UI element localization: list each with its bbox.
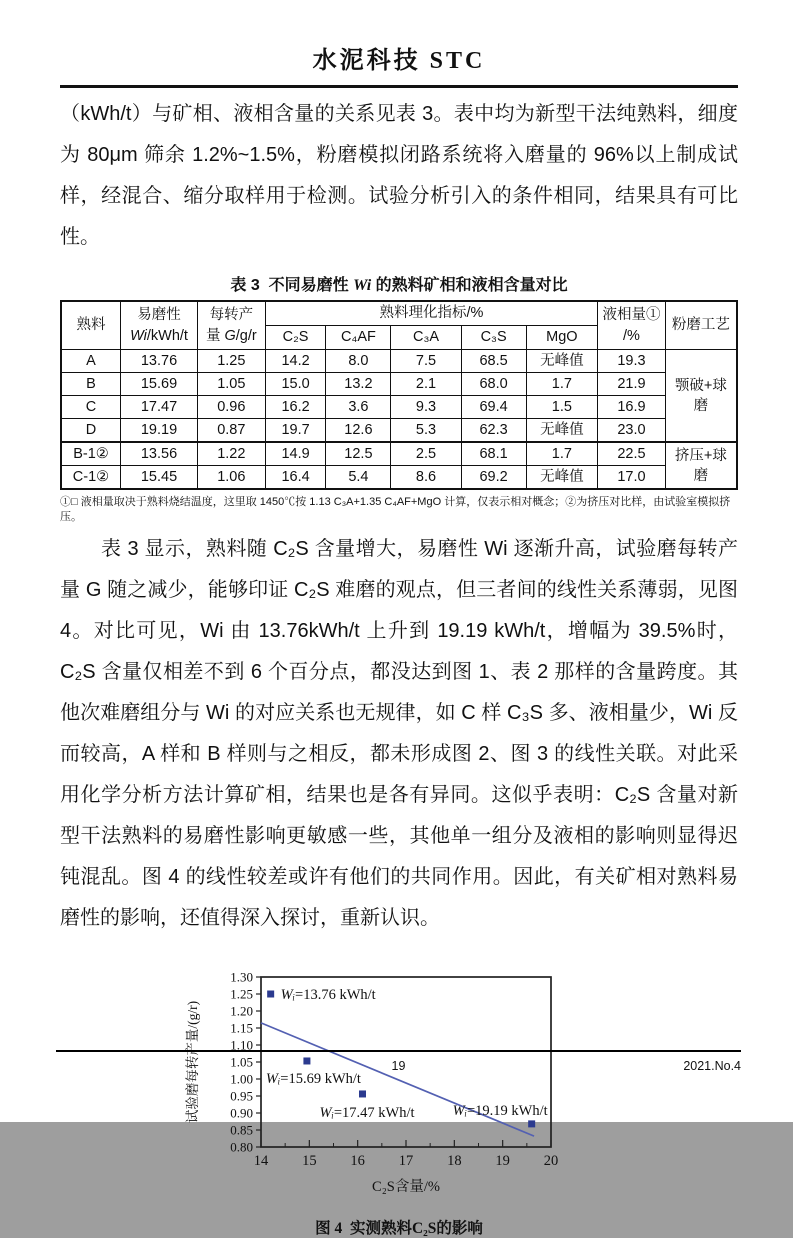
table-row bbox=[61, 419, 737, 443]
table-3-title bbox=[60, 272, 738, 295]
table-body bbox=[61, 350, 737, 490]
table-cell: 8.6 bbox=[391, 466, 461, 490]
y-tick-label: 1.05 bbox=[230, 1054, 253, 1070]
y-tick-label: 0.85 bbox=[230, 1122, 253, 1138]
table-cell: 14.9 bbox=[265, 442, 326, 466]
table-cell: 无峰值 bbox=[526, 350, 598, 373]
col-header-yield bbox=[198, 301, 266, 350]
x-tick-label: 17 bbox=[398, 1153, 414, 1169]
col-header-physchem: 熟料理化指标/% bbox=[265, 301, 598, 326]
table-cell: 17.47 bbox=[120, 396, 197, 419]
table-cell: 0.87 bbox=[198, 419, 266, 443]
clinker-table bbox=[60, 300, 738, 490]
grindability-line1: 易磨性 bbox=[137, 306, 181, 323]
col-header-liquid bbox=[598, 301, 666, 350]
table-cell: 16.4 bbox=[265, 466, 326, 490]
table-cell: 15.0 bbox=[265, 373, 326, 396]
table-cell: C bbox=[61, 396, 120, 419]
page-number: 19 bbox=[391, 1059, 406, 1073]
table-cell: 13.2 bbox=[326, 373, 391, 396]
col-header-grindability bbox=[120, 301, 197, 350]
figure-caption-text: 实测熟料C₂S的影响 bbox=[349, 1220, 483, 1237]
table-row bbox=[61, 350, 737, 373]
table-row bbox=[61, 373, 737, 396]
y-tick-label: 1.30 bbox=[230, 969, 253, 985]
table-cell: 13.76 bbox=[120, 350, 197, 373]
grindability-wi: Wi bbox=[130, 327, 147, 344]
table-cell: 7.5 bbox=[391, 350, 461, 373]
y-tick-label: 1.25 bbox=[230, 986, 253, 1002]
table-cell: 16.9 bbox=[598, 396, 666, 419]
liquid-line1: 液相量① bbox=[602, 306, 661, 323]
yield-unit: /g/r bbox=[235, 327, 257, 344]
x-axis-label: C₂S含量/% bbox=[372, 1179, 440, 1195]
table-cell: 21.9 bbox=[598, 373, 666, 396]
table-cell: 无峰值 bbox=[526, 419, 598, 443]
table-cell: 0.96 bbox=[198, 396, 266, 419]
data-point-label: Wᵢ=17.47 kWh/t bbox=[319, 1104, 415, 1121]
data-point-label: Wᵢ=13.76 kWh/t bbox=[280, 987, 376, 1003]
col-header-mineral: MgO bbox=[526, 326, 598, 350]
data-point bbox=[359, 1090, 366, 1097]
issue-number: 2021.No.4 bbox=[683, 1059, 741, 1073]
table-cell: 14.2 bbox=[265, 350, 326, 373]
table-cell: 3.6 bbox=[326, 396, 391, 419]
table-cell: 12.5 bbox=[326, 442, 391, 466]
paragraph-2: 表 3 显示，熟料随 C₂S 含量增大，易磨性 Wi 逐渐升高，试验磨每转产量 G 随之减少，能够印证 C₂S 难磨的观点，但三者间的线性关系薄弱，见图 4。对比可见，Wi 由 13.76kWh/t 上升到 19.19 kWh/t，增幅为 39.5%时，C₂S 含量仅相差不到 6 个百分点，都没达到图 1、表 2 那样的含量跨度。其他次难磨组分与 Wi 的对应关系也无规律，如 C 样 C₃S 多、液相量少，Wi 反而较高，A 样和 B 样则与之相反，都未形成图 2、图 3 的线性关联。对此采用化学分析方法计算矿相，结果也是各有异同。这似乎表明：C₂S 含量对新型干法熟料的易磨性影响更敏感一些，其他单一组分及液相的影响则显得迟钝混乱。图 4 的线性较差或许有他们的共同作用。因此，有关矿相对熟料易磨性的影响，还值得深入探讨，重新认识。 bbox=[60, 538, 738, 929]
data-point bbox=[267, 991, 274, 998]
process-cell: 颚破+球磨 bbox=[665, 350, 737, 443]
process-cell: 挤压+球磨 bbox=[665, 442, 737, 489]
header-divider bbox=[60, 85, 738, 88]
col-header-mineral: C₃A bbox=[391, 326, 461, 350]
x-tick-label: 19 bbox=[495, 1153, 510, 1169]
table-cell: 62.3 bbox=[461, 419, 526, 443]
table-cell: 无峰值 bbox=[526, 466, 598, 490]
table-cell: 69.4 bbox=[461, 396, 526, 419]
col-header-process: 粉磨工艺 bbox=[665, 301, 737, 350]
table-title-a: 不同易磨性 bbox=[268, 277, 354, 294]
yield-g: G bbox=[224, 327, 236, 344]
table-cell: 17.0 bbox=[598, 466, 666, 490]
table-cell: 1.7 bbox=[526, 373, 598, 396]
yield-line1: 每转产 bbox=[209, 306, 254, 323]
table-row bbox=[61, 396, 737, 419]
col-header-mineral: C₃S bbox=[461, 326, 526, 350]
grindability-unit: /kWh/t bbox=[146, 327, 188, 344]
table-cell: B bbox=[61, 373, 120, 396]
table-cell: 1.22 bbox=[198, 442, 266, 466]
x-tick-label: 14 bbox=[253, 1153, 269, 1169]
journal-title: 水泥科技 STC bbox=[312, 48, 486, 74]
figure-4-caption bbox=[60, 1216, 738, 1238]
table-cell: 12.6 bbox=[326, 419, 391, 443]
table-title-wi: Wi bbox=[353, 277, 372, 294]
table-cell: 16.2 bbox=[265, 396, 326, 419]
col-header-mineral: C₄AF bbox=[326, 326, 391, 350]
table-cell: 5.4 bbox=[326, 466, 391, 490]
y-tick-label: 0.95 bbox=[230, 1088, 253, 1104]
data-point-label: Wᵢ=19.19 kWh/t bbox=[452, 1102, 548, 1119]
y-tick-label: 1.00 bbox=[230, 1071, 253, 1087]
table-cell: 19.7 bbox=[265, 419, 326, 443]
table-cell: 2.5 bbox=[391, 442, 461, 466]
y-tick-label: 1.15 bbox=[230, 1020, 253, 1036]
scatter-plot bbox=[179, 965, 619, 1197]
liquid-line2: /% bbox=[623, 327, 640, 344]
table-cell: 1.05 bbox=[198, 373, 266, 396]
table-row bbox=[61, 442, 737, 466]
table-cell: 5.3 bbox=[391, 419, 461, 443]
table-cell: 1.5 bbox=[526, 396, 598, 419]
table-cell: 8.0 bbox=[326, 350, 391, 373]
y-tick-label: 1.20 bbox=[230, 1003, 253, 1019]
x-tick-label: 16 bbox=[350, 1153, 365, 1169]
table-cell: 9.3 bbox=[391, 396, 461, 419]
table-footnote: ①□ 液相量取决于熟料烧结温度，这里取 1450℃按 1.13 C₃A+1.35 C₄AF+MgO 计算，仅表示相对概念；②为挤压对比样，由试验室模拟挤压。 bbox=[60, 496, 731, 523]
x-tick-label: 15 bbox=[302, 1153, 317, 1169]
table-cell: 1.25 bbox=[198, 350, 266, 373]
table-cell: 15.45 bbox=[120, 466, 197, 490]
table-header-row-1 bbox=[61, 301, 737, 326]
table-cell: 1.06 bbox=[198, 466, 266, 490]
table-cell: 68.0 bbox=[461, 373, 526, 396]
col-header-mineral: C₂S bbox=[265, 326, 326, 350]
y-axis-label: 试验磨每转产量/(g/r) bbox=[185, 1000, 200, 1124]
figure-caption-prefix: 图 4 bbox=[315, 1220, 343, 1237]
table-cell: B-1② bbox=[61, 442, 120, 466]
col-header-clinker: 熟料 bbox=[61, 301, 120, 350]
table-cell: 19.19 bbox=[120, 419, 197, 443]
figure-4-chart bbox=[179, 965, 619, 1202]
table-cell: 19.3 bbox=[598, 350, 666, 373]
table-row bbox=[61, 466, 737, 490]
y-tick-label: 0.90 bbox=[230, 1105, 253, 1121]
table-cell: 69.2 bbox=[461, 466, 526, 490]
data-point-label: Wᵢ=15.69 kWh/t bbox=[265, 1070, 361, 1087]
table-cell: 1.7 bbox=[526, 442, 598, 466]
yield-line2: 量 bbox=[205, 327, 225, 344]
table-cell: 2.1 bbox=[391, 373, 461, 396]
table-cell: D bbox=[61, 419, 120, 443]
table-title-b: 的熟料矿相和液相含量对比 bbox=[371, 277, 568, 294]
y-tick-label: 1.10 bbox=[230, 1037, 253, 1053]
y-tick-label: 0.80 bbox=[230, 1139, 253, 1155]
table-cell: A bbox=[61, 350, 120, 373]
data-point bbox=[528, 1120, 535, 1127]
table-cell: C-1② bbox=[61, 466, 120, 490]
page-footer bbox=[56, 1050, 741, 1077]
x-tick-label: 18 bbox=[447, 1153, 462, 1169]
table-cell: 68.5 bbox=[461, 350, 526, 373]
table-cell: 22.5 bbox=[598, 442, 666, 466]
x-tick-label: 20 bbox=[543, 1153, 559, 1169]
paragraph-1: （kWh/t）与矿相、液相含量的关系见表 3。表中均为新型干法纯熟料，细度为 80μm 筛余 1.2%~1.5%，粉磨模拟闭路系统将入磨量的 96%以上制成试样，经混合、缩分取样用于检测。试验分析引入的条件相同，结果具有可比性。 bbox=[60, 103, 738, 248]
table-cell: 15.69 bbox=[120, 373, 197, 396]
table-cell: 13.56 bbox=[120, 442, 197, 466]
table-title-prefix: 表 3 bbox=[230, 277, 260, 294]
table-cell: 23.0 bbox=[598, 419, 666, 443]
table-cell: 68.1 bbox=[461, 442, 526, 466]
